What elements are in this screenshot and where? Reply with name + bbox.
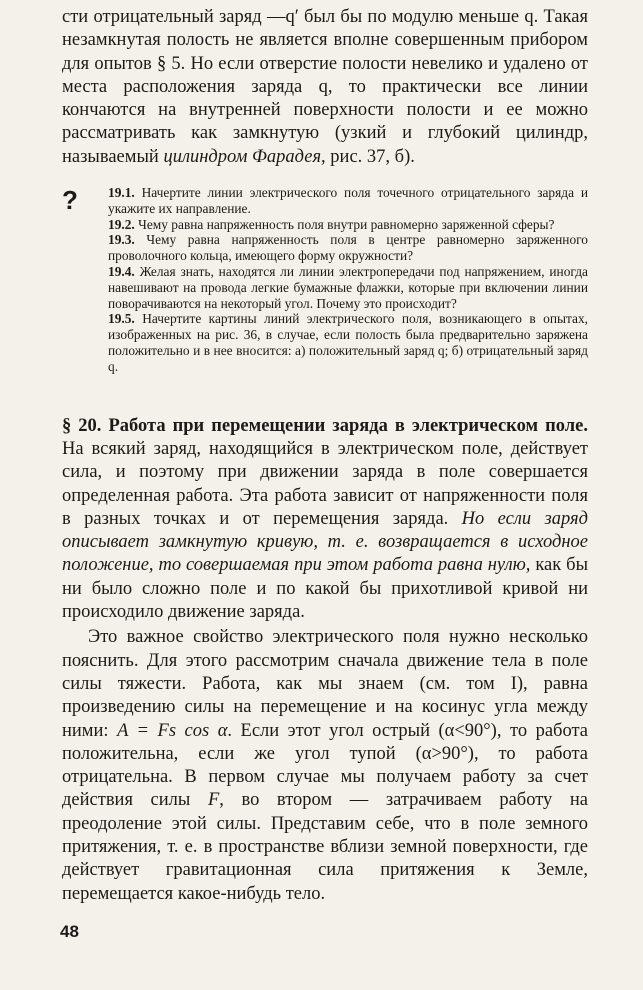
work-formula: A = Fs cos α [117, 720, 228, 741]
question-item: 19.4. Желая знать, находятся ли линии электропередачи под напряжением, иногда навешивают на провода легкие бумажные флажки, которые при включении линии поворачиваются на некоторый угол. Почему это происходит? [108, 264, 588, 311]
question-item: 19.2. Чему равна напряженность поля внутри равномерно заряженной сферы? [108, 216, 555, 232]
question-mark-icon: ? [62, 185, 78, 216]
force-symbol: F [207, 790, 220, 811]
gravity-analogy-paragraph: Это важное свойство электрического поля нужно несколько пояснить. Для этого рассмотрим сначала движение тела в поле силы тяжести. Работа, как мы знаем (см. том I), равна произведению силы на перемещение и на косинус угла между ними: A = Fs cos α. Если этот угол острый (α<90°), то работа положительна, если же угол тупой (α>90°), то работа отрицательна. В первом случае мы получаем работу за счет действия силы F, во втором — затрачиваем работу на преодоление этой силы. Представим себе, что в поле земного притяжения, т. е. в пространстве вблизи земной поверхности, где действует гравитационная сила притяжения к Земле, перемещается какое-нибудь тело. [62, 627, 588, 904]
faraday-cylinder-term: цилиндром Фарадея [163, 146, 322, 167]
closed-path-statement: Но если заряд описывает замкнутую кривую, т. е. возвращается в исходное положение, то совершаемая при этом работа равна нулю, [62, 508, 588, 576]
section-20-paragraph: § 20. Работа при перемещении заряда в электрическом поле. На всякий заряд, находящийся в электрическом поле, действует сила, и поэтому при движении заряда в поле совершается определенная работа. Эта работа зависит от напряженности поля в разных точках и от перемещения заряда. Но если заряд описывает замкнутую кривую, т. е. возвращается в исходное положение, то совершаемая при этом работа равна нулю, как бы ни было сложно поле и по какой бы прихотливой кривой ни происходило движение заряда. [62, 415, 588, 623]
page-number: 48 [60, 922, 79, 941]
intro-paragraph: сти отрицательный заряд —q′ был бы по модулю меньше q. Такая незамкнутая полость не является вполне совершенным прибором для опытов § 5. Но если отверстие полости невелико и удалено от места расположения заряда q, то практически все линии кончаются на внутренней поверхности полости и ее можно рассматривать как замкнутую (узкий и глубокий цилиндр, называемый цилиндром Фарадея, рис. 37, б). [62, 7, 588, 167]
review-questions [62, 185, 588, 375]
question-item: 19.3. Чему равна напряженность поля в центре равномерно заряженного проволочного кольца, имеющего форму окружности? [108, 232, 588, 264]
section-heading: § 20. Работа при перемещении заряда в электрическом поле. [62, 415, 588, 436]
question-item: 19.5. Начертите картины линий электрического поля, возникающего в опытах, изображенных на рис. 36, в случае, если полость была предварительно заряжена положительно и в нее вносится: а) положительный заряд q; б) отрицательный заряд q. [108, 311, 588, 374]
book-page [62, 6, 588, 906]
question-item: 19.1. Начертите линии электрического поля точечного отрицательного заряда и укажите их направление. [108, 185, 588, 216]
